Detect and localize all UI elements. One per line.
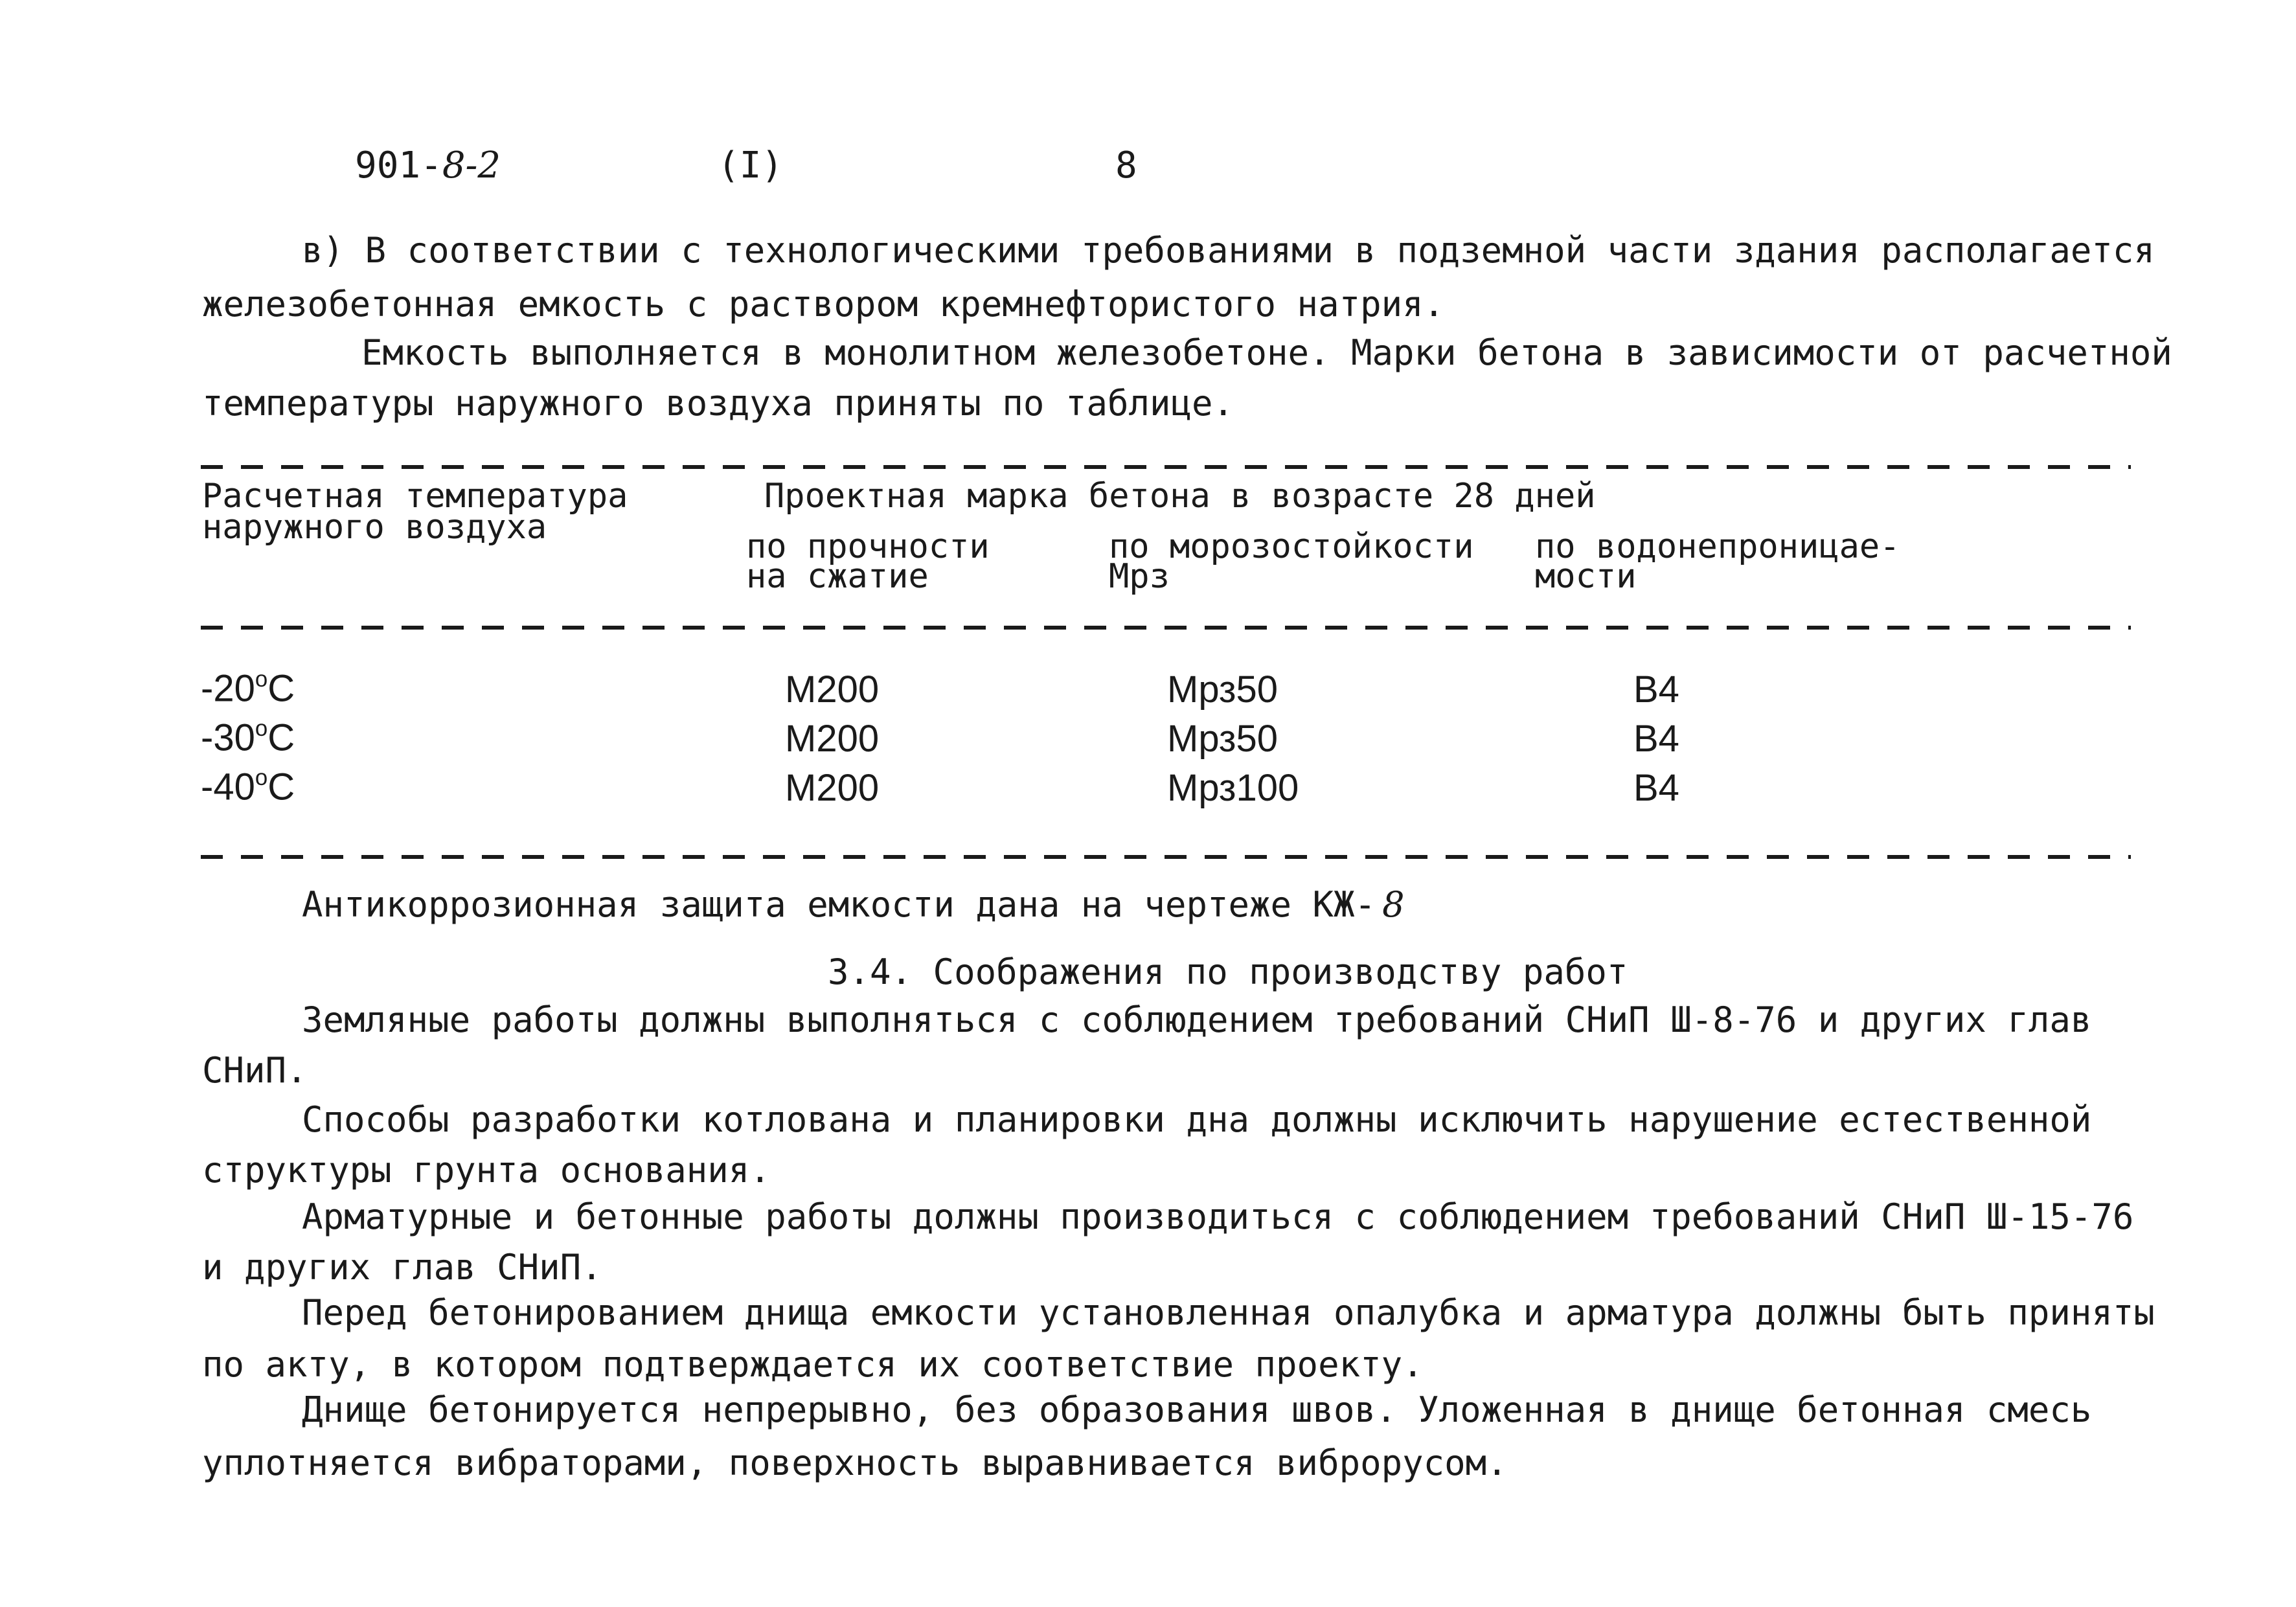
paragraph-1-line-2: железобетонная емкость с раствором кремнефтористого натрия. xyxy=(202,284,1445,325)
table-header-frost-line-1: по морозостойкости xyxy=(1109,527,1474,566)
table-header-water-line-2: мости xyxy=(1535,557,1637,596)
section-paragraph-4-line-2: по акту, в котором подтверждается их соответствие проекту. xyxy=(202,1344,1424,1385)
paragraph-2-line-1: Емкость выполняется в монолитном железобетоне. Марки бетона в зависимости от расчетной xyxy=(361,332,2172,373)
document-code-prefix: 901- xyxy=(355,144,442,187)
section-paragraph-4-line-1: Перед бетонированием днища емкости установленная опалубка и арматура должны быть приняты xyxy=(302,1292,2155,1333)
table-header-water-line-1: по водонепроницае- xyxy=(1535,527,1900,566)
section-paragraph-3-line-2: и других глав СНиП. xyxy=(202,1247,602,1288)
document-code-suffix: 8-2 xyxy=(442,144,501,187)
table-row-2-frost: Мрз50 xyxy=(1167,718,1279,760)
table-row-2-temperature: -30$^o$С xyxy=(201,716,295,759)
paragraph-2-line-2: температуры наружного воздуха приняты по таблице. xyxy=(202,383,1234,424)
section-paragraph-3-line-1: Арматурные и бетонные работы должны производиться с соблюдением требований СНиП Ш-15-76 xyxy=(302,1196,2134,1237)
table-row-1-frost: Мрз50 xyxy=(1167,668,1279,711)
table-top-rule xyxy=(201,465,2131,469)
table-row-1-temperature: -20$^o$С xyxy=(201,667,295,710)
table-row-3-strength: М200 xyxy=(785,767,880,809)
table-header-strength xyxy=(746,527,990,596)
table-header-group: Проектная марка бетона в возрасте 28 дней xyxy=(764,477,1596,516)
section-paragraph-5-line-1: Днище бетонируется непрерывно, без образования швов. Уложенная в днище бетонная смесь xyxy=(302,1389,2092,1430)
section-title: 3.4. Соображения по производству работ xyxy=(828,952,1628,992)
page-number: 8 xyxy=(1115,144,1137,187)
document-part: (I) xyxy=(718,144,784,187)
section-paragraph-1-line-2: СНиП. xyxy=(202,1050,308,1091)
table-bottom-rule xyxy=(201,855,2131,859)
table-header-frost-line-2: Мрз xyxy=(1109,557,1170,596)
table-header-temperature-line-1: Расчетная температура xyxy=(202,477,628,516)
table-header-rule xyxy=(201,626,2131,630)
section-paragraph-1-line-1: Земляные работы должны выполняться с соблюдением требований СНиП Ш-8-76 и других глав xyxy=(302,999,2092,1040)
table-row-1-water: В4 xyxy=(1633,668,1679,711)
table-header-temperature-line-2: наружного воздуха xyxy=(202,508,547,547)
table-header-frost xyxy=(1109,527,1474,596)
anticorrosion-text: Антикоррозионная защита емкости дана на чертеже КЖ- xyxy=(302,884,1376,925)
table-row-1-strength: М200 xyxy=(785,668,880,711)
table-header-water xyxy=(1535,527,1900,596)
document-code xyxy=(355,144,501,187)
table-header-strength-line-2: на сжатие xyxy=(746,557,929,596)
anticorrosion-drawing-ref: 8 xyxy=(1382,884,1405,925)
paragraph-1-line-1: в) В соответствии с технологическими требованиями в подземной части здания располагается xyxy=(302,230,2155,271)
table-row-2-strength: М200 xyxy=(785,718,880,760)
table-row-3-water: В4 xyxy=(1633,767,1679,809)
section-paragraph-5-line-2: уплотняется вибраторами, поверхность выравнивается виброрусом. xyxy=(202,1442,1508,1483)
table-row-3-frost: Мрз100 xyxy=(1167,767,1299,809)
section-paragraph-2-line-1: Способы разработки котлована и планировки дна должны исключить нарушение естественной xyxy=(302,1099,2092,1140)
table-header-temperature xyxy=(202,477,628,547)
table-header-strength-line-1: по прочности xyxy=(746,527,990,566)
anticorrosion-note xyxy=(302,884,1405,925)
table-row-3-temperature: -40$^o$С xyxy=(201,765,295,808)
table-row-2-water: В4 xyxy=(1633,718,1679,760)
section-paragraph-2-line-2: структуры грунта основания. xyxy=(202,1150,771,1191)
